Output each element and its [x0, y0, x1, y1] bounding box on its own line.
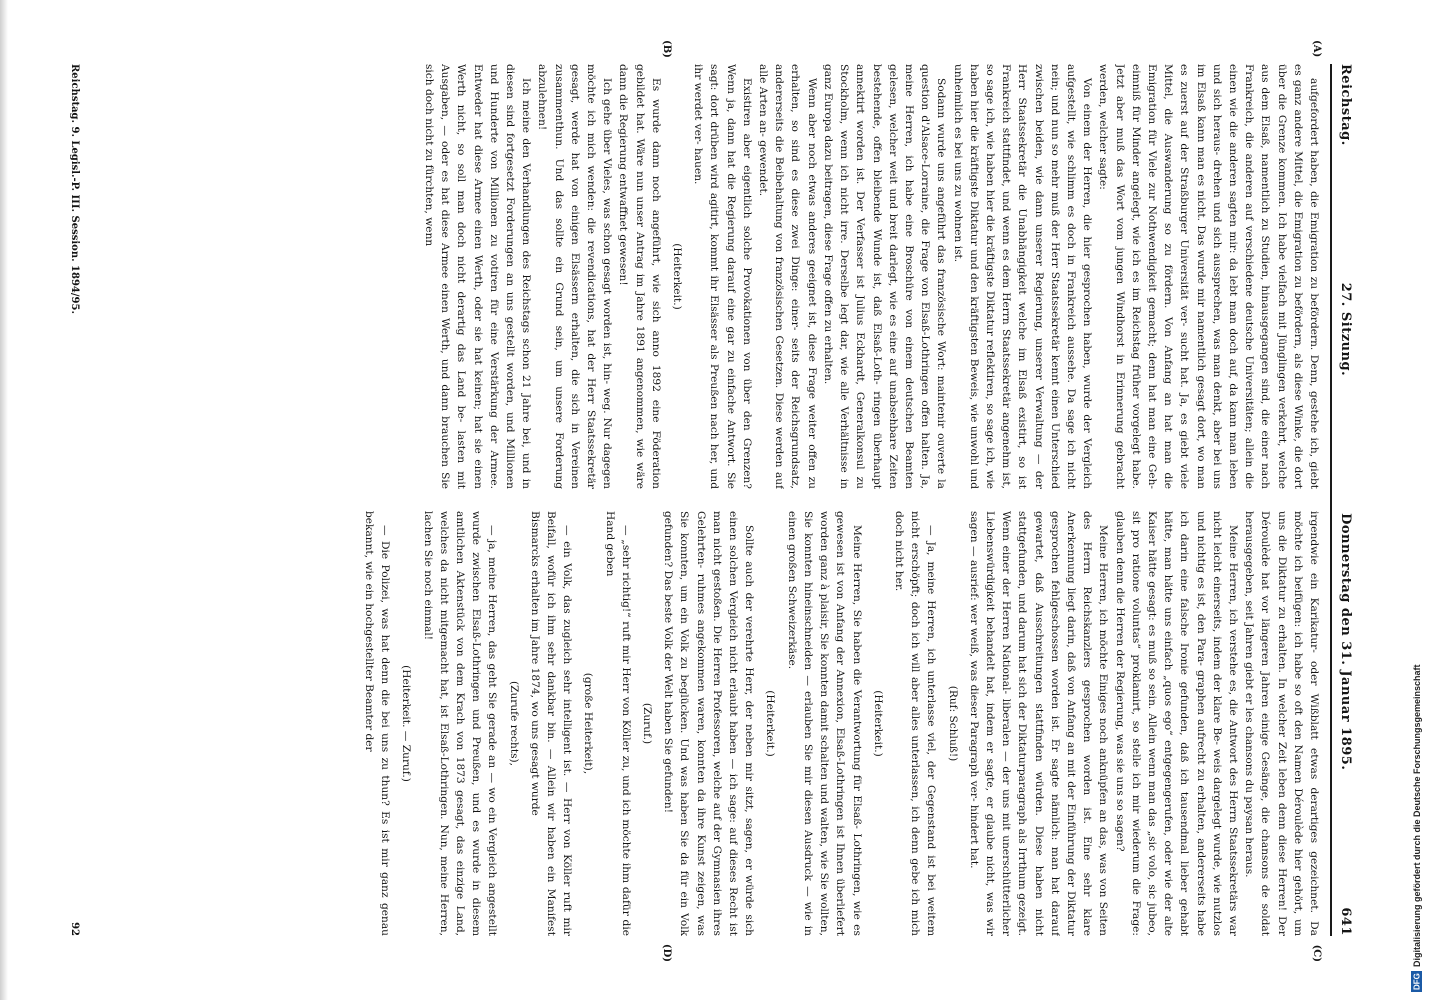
dfg-watermark-text: Digitalisierung gefördert durch die Deutsche Forschungsgemeinschaft — [1412, 664, 1422, 968]
margin-letter-c: (C) — [1311, 944, 1322, 962]
stage-direction: (Zuruf.) — [641, 702, 654, 745]
margin-letter-a: (A) — [1311, 40, 1322, 58]
header-rule — [1330, 64, 1332, 936]
paragraph: aufgefordert haben, die Emigration zu befördern. Denn, gestehe ich, giebt es ganz andere Mittel, die Emigration zu befördern, als diese Winke, die dort über die Grenze kommen. Ich habe vielfach mit Jünglingen verkehrt, welche aus dem Elsaß, namentlich zu Studien, hinausgegangen sind, die einer nach Frankreich, die anderen auf verschiedene deutsche Universitäten; allein die einen wie die anderen sagten mir: da lebt man doch auf, da kann man leben und sich heraus- drehen und sich aussprechen, was man denkt, aber bei uns im Elsaß kann man es nicht. Das wurde mir namentlich gesagt dort, wo man es zuerst auf der Straßburger Universität ver- sucht hat. Ja, es giebt viele Mittel, die Auswanderung so zu fördern. Von Anfang an hat man die Emigration für Viele zur Nothwendigkeit gemacht; denn hat man eine Geh- eimniß für Minder angelegt, wie ich es im Reichstag früher vorgelegt habe. Jetzt aber muß das Wort vom jungen Windhorst in Erinnerung gebracht werden, welcher sagte: — [1097, 64, 1320, 489]
stage-direction: (Heiterkeit.) — [764, 690, 777, 757]
paragraph: irgendwie ein Karikatur- oder Wißblatt etwas derartiges gezeichnet. Da möchte ich beifügen: ich habe so oft den Namen Déroulède hier gehört, um uns die Diktatur zu erhalten. In welcher Zeit leben denn diese Herren! Der Déroulède hat vor längeren Jahren einige Gesänge, die chansons de soldat herausgegeben, seit Jahren giebt er les chansons du paysan heraus. — [1243, 511, 1320, 936]
paragraph: Ich gehe über Vieles, was schon gesagt worden ist, hin- weg. Nur dagegen möchte ich mich wenden: die revendications, hat der Herr Staatssekretär gesagt, werde hat von einigen Elsässern erhalten, die sich in Vereinen zusammenthun. Und das sollte ein Grund sein, um unsere Forderung abzulehnen! — [536, 64, 614, 489]
paragraph: Ich meine den Verhandlungen des Reichstags schon 21 Jahre bei, und in diesen sind fortgesetzt Forderungen an uns gestellt worden, und Millionen und Hunderte von Millionen zu votiren für eine Verstärkung der Armee. Entweder hat diese Armee einen Werth, oder sie hat keinen; hat sie einen Werth nicht, so soll man doch nicht derartig das Land be- lasten mit Ausgaben, — oder es hat diese Armee einen Werth, und dann brauchen Sie sich doch nicht zu fürchten, wenn — [423, 64, 533, 489]
paragraph: Existiren aber eigentlich solche Provokationen von über den Grenzen? Wenn ja, dann hat die Regierung darauf eine gar zu einfache Antwort. Sie sagt: dort drüben wird agitirt, kommt ihr Elsässer als Preußen nach her, und ihr werdet ver- hauen. — [692, 64, 753, 489]
header-date: Donnerstag den 31. Januar 1895. — [1338, 513, 1353, 771]
stage-direction: (Heiterkeit.) — [871, 690, 884, 757]
paragraph: — Ja, meine Herren, ich unterlasse viel, der Gegenstand ist bei weitem nicht erschöpft; doch ich will aber alles unterlassen, ich denn gebe ich mich doch nicht her. — [892, 511, 938, 936]
stage-direction: (Heiterkeit. — Zuruf.) — [400, 665, 413, 782]
paragraph: Meine Herren, ich möchte Einiges noch anknüpfen an das, was von Seiten des Herrn Reichskanzlers gesprochen worden ist. Eine sehr klare Anerkennung liegt darin, daß von Anfang an mit der Einführung der Diktatur gesprochen fehlgeschossen worden ist. Er sagte nämlich: man hat darauf gewartet, daß Ausschreitungen stattfinden würden. Diese haben nicht stattgefunden, und darum hat sich der Diktaturparagraph als Irrthum gezeigt. Wenn einer der Herren National- liberalen — der uns mit unerschütterlicher Liebenswürdigkeit behandelt hat, indem er sagte, er glaube nicht, was wir sagen — ausrief: wer weiß, was dieser Paragraph ver- hindert hat. — [967, 511, 1110, 936]
text-columns — [107, 40, 1322, 962]
paragraph: — ein Volk, das zugleich sehr intelligent ist. — Herr von Köller ruft mir Beifall, wofür ich ihm sehr dankbar bin. — Allein wir haben ein Manifest Bismarcks erhalten im Jahre 1874, wo uns gesagt wurde — [528, 511, 574, 936]
margin-letter-d: (D) — [661, 943, 672, 962]
page-header — [1338, 64, 1353, 936]
paragraph: — Die Polizei, was hat denn die bei uns zu thun? Es ist mir ganz genau bekannt, wie ein hochgestellter Beamter der — [363, 511, 392, 936]
page-footer-source: Reichstag. 9. Legisl.-P. III. Session. 1894/95. — [69, 64, 80, 314]
page-footer-sheet: 92 — [69, 922, 80, 936]
document-page — [51, 30, 1381, 970]
stage-direction: (Zurufe rechts), — [507, 680, 520, 767]
paragraph: Meine Herren, ich verstehe es, die Antwort des Herrn Staatssekretärs war nicht leicht einerseits, indem der klare Be- weis dargelegt wurde, wie nutzlos und nichtig es ist, den Para- graphen aufrecht zu erhalten, andererseits habe ich darin eine falsche Ironie gefunden, daß ich tausendmal lieber gehabt hätte, man hätte uns einfach „quos ego“ entgegengerufen, oder wie der alte Kaiser hätte gesagt: es muß so sein. Allein wenn man das „sic volo, sic jubeo, sit pro ratione voluntas“ proklamirt, so stelle ich mir wiederum die Frage: glauben denn die Herren der Regierung, was sie uns so sagen? — [1113, 511, 1239, 936]
margin-letter-b: (B) — [661, 40, 672, 58]
paragraph: Es wurde dann noch angeführt, wie sich anno 1892 eine Föderation gebildet hat. Wäre nun unser Antrag im Jahre 1891 angenommen, wie wäre dann die Regierung entwaffnet gewesen! — [617, 64, 662, 489]
paragraph: Sodann wurde uns angeführt das französische Wort: maintenir ouverte la question d'Alsace-Lorraine, die Frage von Elsaß-Lothringen offen halten. Ja, meine Herren, ich habe eine Broschüre von einem deutschen Beamten gelesen, welcher weit und breit darlegt, wie es eine auf unabsehbare Zeiten bestehende, offen bleibende Wunde ist, daß Elsaß-Loth- ringen überhaupt annektirt worden ist. Der Verfasser ist Julius Eckhardt, Generalkonsul zu Stockholm, wenn ich nicht irre. Derselbe legt dar, wie alle Verhältnisse in ganz Europa dazu beitragen, diese Frage offen zu erhalten. — [821, 64, 948, 489]
stage-direction: (Heiterkeit.) — [671, 243, 684, 310]
paragraph: — „sehr richtig!“ ruft mir Herr von Köller zu, und ich möchte ihm dafür die Hand geben — [603, 511, 632, 936]
header-session: 27. Sitzung. — [1338, 282, 1353, 377]
dfg-logo: DFG — [1412, 973, 1422, 990]
scan-edge-shadow — [0, 0, 8, 1000]
paragraph: — ja, meine Herren, das geht Sie gerade an — wo ein Vergleich angestellt wurde zwischen Elsaß-Lothringen und Preußen, und es wurde in diesem amtlichen Aktenstück von dem Krach von 1873 gesagt, das einzige Land, welches da nicht mitgemacht hat, ist Elsaß-Lothringen. Nun, meine Herren, lachen Sie noch einmal! — [421, 511, 499, 936]
right-column — [107, 511, 1322, 936]
paragraph: Meine Herren, Sie haben die Verantwortung für Elsaß- Lothringen, wie es gewesen ist von Anfang der Annexion, Elsaß-Lothringen ist Ihnen überliefert worden ganz à plaisir, Sie konnten damit schalten und walten, wie Sie wollten, Sie konnten hineinschneiden — erlauben Sie mir diesen Ausdruck — wie in einen großen Schweizerkäse. — [785, 511, 863, 936]
left-column — [107, 64, 1322, 489]
stage-direction: (Ruf: Schluß!) — [946, 685, 959, 762]
paragraph: Wenn aber noch etwas anderes geeignet ist, diese Frage weiter offen zu erhalten, so sind es diese zwei Dinge: einer- seits der Reichsgrundsatz, andererseits die Beibehaltung von französischen Gesetzen. Diese werden auf alle Arten an- gewendet. — [757, 64, 818, 489]
paragraph: Von einem der Herren, die hier gesprochen haben, wurde der Vergleich aufgestellt, wie schlimm es doch in Frankreich aussehe. Da sage ich nicht nein; und nun so mehr muß der Herr Staatssekretär kennt einen Unterschied zwischen beiden, wie dann unserer Regierung, unserer Verwaltung — der Herr Staatssekretär die Unabhängigkeit welche im Elsaß existirt, so ist Frankreich stattfindet, und wenn es dem Herrn Staatssekretär angenehm ist, so sage ich, wie haben hier die kräftigste Diktatur reflektiren, so sage ich, wie haben hier die kräftigste Diktatur und den kräftigsten Beweis, wie unwohl und unheimlich es bei uns zu wohnen ist. — [951, 64, 1094, 489]
stage-direction: (große Heiterkeit), — [582, 672, 595, 775]
paragraph: Sollte auch der verehrte Herr, der neben mir sitzt, sagen, er würde sich einen solchen Vergleich nicht erlaubt haben — ich sage: auf dieses Recht ist man nicht gestoßen. Die Herren Professoren, welche auf der Gymnasien ihres Gelehrten- ruhmes angekommen waren, konnten da ihre Kunst zeigen, was Sie konnten, um ein Volk zu beglücken. Und was haben Sie da für ein Volk gefunden? Das beste Volk der Welt haben Sie gefunden! — [662, 511, 756, 936]
header-page-number: 641 — [1338, 907, 1353, 936]
dfg-watermark — [1404, 6, 1430, 992]
header-publication: Reichstag. — [1338, 64, 1353, 146]
